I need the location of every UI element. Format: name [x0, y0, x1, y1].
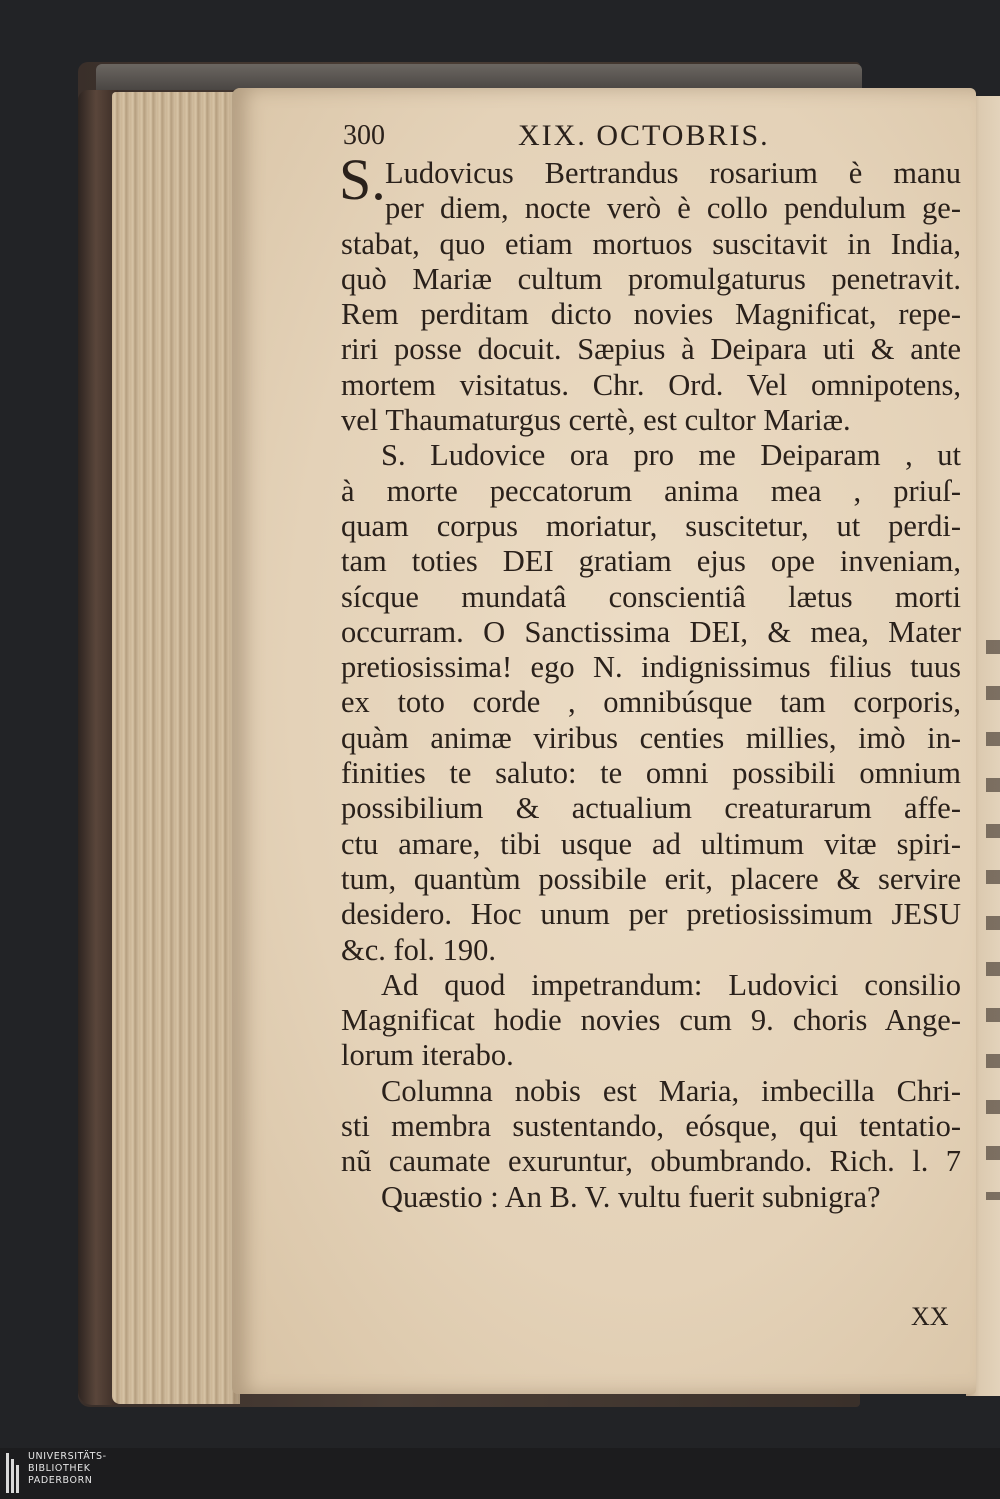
text-line: quam corpus moriatur, suscitetur, ut perdi- [341, 508, 961, 543]
text-line: Ad quod impetrandum: Ludovici consilio [381, 967, 961, 1002]
text-line: ex toto corde , omnibúsque tam corporis, [341, 685, 961, 720]
text-line: nũ caumate exuruntur, obumbrando. Rich. l. 7 [341, 1144, 961, 1179]
text-line: vel Thaumaturgus certè, est cultor Mariæ. [341, 403, 851, 438]
text-line: Magnificat hodie novies cum 9. choris Ange- [341, 1003, 961, 1038]
text-line: tam toties DEI gratiam ejus ope inveniam, [341, 544, 961, 579]
page-text [341, 118, 961, 1215]
logo-line: UNIVERSITÄTS- [28, 1451, 107, 1462]
text-line: finities te saluto: te omni possibili omnium [341, 756, 961, 791]
running-head: XIX. OCTOBRIS. [518, 119, 770, 152]
text-line: quàm animæ viribus centies millies, imò in- [341, 720, 961, 755]
text-line: pretiosissima! ego N. indignissimus filius tuus [341, 650, 961, 685]
text-line: Ludovicus Bertrandus rosarium è manu [385, 156, 961, 190]
library-logo-text [28, 1451, 107, 1487]
logo-line: PADERBORN [28, 1475, 93, 1486]
footer-bar [0, 1448, 1000, 1499]
text-line: sícque mundatâ conscientiâ lætus morti [341, 579, 961, 614]
text-line: occurram. O Sanctissima DEI, & mea, Mater [341, 614, 961, 649]
text-line: per diem, nocte verò è collo pendulum ge- [385, 191, 961, 226]
logo-line: BIBLIOTHEK [28, 1463, 91, 1474]
text-line: mortem visitatus. Chr. Ord. Vel omnipotens, [341, 367, 961, 402]
text-line: Rem perditam dicto novies Magnificat, repe- [341, 297, 961, 332]
text-line: à morte peccatorum anima mea , priuſ- [341, 473, 961, 508]
page-header [341, 118, 961, 156]
text-line: S. Ludovice ora pro me Deiparam , ut [381, 438, 961, 473]
catchword: XX [911, 1302, 949, 1331]
page-number: 300 [343, 120, 385, 151]
drop-cap: S. [339, 147, 386, 212]
text-line: Quæstio : An B. V. vultu fuerit subnigra? [381, 1179, 881, 1214]
text-line: stabat, quo etiam mortuos suscitavit in India, [341, 226, 961, 261]
text-line: lorum iterabo. [341, 1038, 514, 1073]
facing-page-text-fragment [986, 640, 1000, 1200]
text-line: &c. fol. 190. [341, 932, 497, 967]
text-line: desidero. Hoc unum per pretiosissimum JESU [341, 897, 961, 932]
text-line: riri posse docuit. Sæpius à Deipara uti & ante [341, 332, 961, 367]
text-line: tum, quantùm possibile erit, placere & servire [341, 861, 961, 896]
text-line: sti membra sustentando, eósque, qui tentatio- [341, 1109, 961, 1144]
text-line: Columna nobis est Maria, imbecilla Chri- [381, 1073, 961, 1108]
text-line: ctu amare, tibi usque ad ultimum vitæ spiri- [341, 826, 961, 861]
page-edges [112, 92, 240, 1404]
book-cover-top [96, 64, 862, 90]
text-line: quò Mariæ cultum promulgaturus penetravit. [341, 261, 961, 296]
library-logo-icon [6, 1453, 22, 1493]
text-line: possibilium & actualium creaturarum affe- [341, 791, 961, 826]
